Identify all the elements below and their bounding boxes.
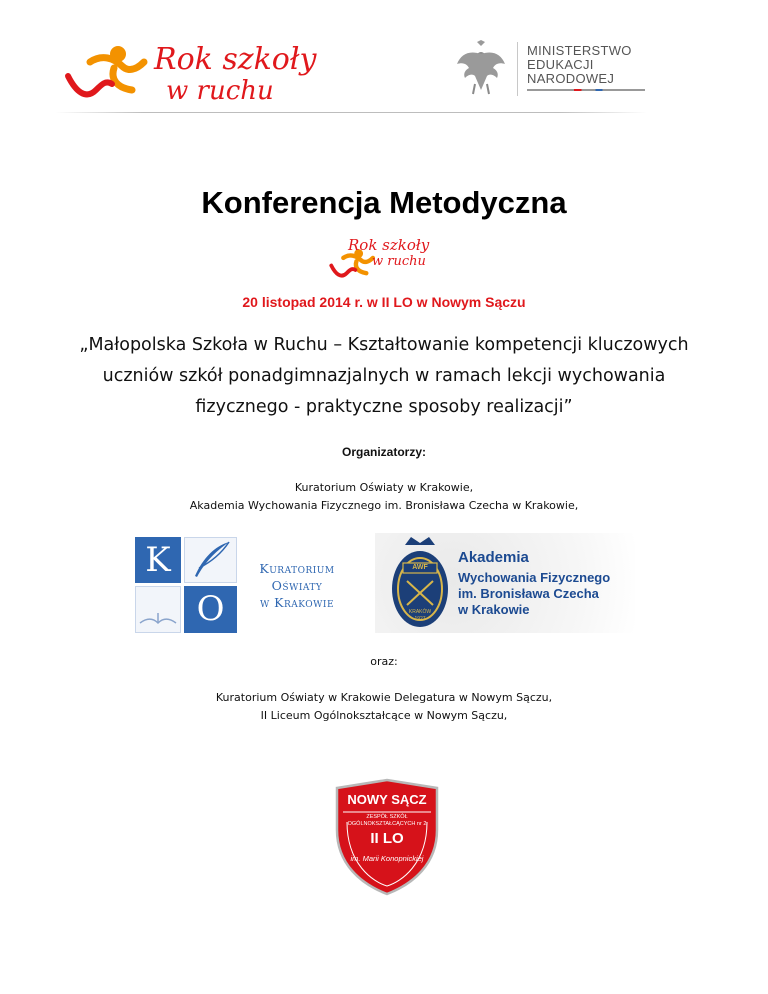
awf-badge-year: 1927: [414, 616, 426, 622]
ministry-underline: [527, 89, 645, 91]
awf-line4: w Krakowie: [458, 602, 530, 617]
ministry-logo: [455, 40, 655, 100]
organizer-1: Kuratorium Oświaty w Krakowie,: [294, 481, 474, 494]
book-icon: [136, 587, 180, 632]
event-date-location: 20 listopad 2014 r. w II LO w Nowym Sączu: [242, 294, 526, 310]
header: [0, 0, 768, 120]
page-title: Konferencja Metodyczna: [201, 185, 567, 220]
partners-list: [0, 689, 768, 725]
awf-line1: Akademia: [458, 549, 529, 566]
oraz-label: oraz:: [370, 655, 398, 668]
organizers-list: [0, 479, 768, 515]
rok-szkoly-line1: Rok szkoły: [154, 42, 317, 77]
ministry-line3: NARODOWEJ: [527, 71, 615, 86]
small-rok-szkoly-logo: [328, 236, 448, 288]
small-rok-szkoly-line1: Rok szkoły: [348, 236, 430, 254]
ko-tile-quill: [184, 537, 237, 583]
school-line2: OGÓLNOKSZTAŁCĄCYCH nr 2: [347, 821, 427, 827]
school-city: NOWY SĄCZ: [347, 792, 427, 807]
school-abbr: II LO: [370, 830, 404, 847]
school-patron: im. Marii Konopnickiej: [350, 854, 424, 863]
ko-line2: Oświaty: [271, 578, 323, 593]
school-badge: [333, 778, 441, 896]
header-divider: [55, 112, 647, 113]
ko-tile-k: K: [135, 537, 181, 583]
awf-badge-top: AWF: [412, 564, 428, 571]
topic-line1: „Małopolska Szkoła w Ruchu – Kształtowanie kompetencji kluczowych: [79, 335, 689, 355]
school-line1: ZESPÓŁ SZKÓŁ: [366, 814, 408, 820]
ko-line1: Kuratorium: [259, 561, 335, 576]
organizer-2: Akademia Wychowania Fizycznego im. Bronisława Czecha w Krakowie,: [189, 499, 579, 512]
ko-tile-book: [135, 586, 181, 633]
ministry-line2: EDUKACJI: [527, 57, 594, 72]
ko-tile-o: O: [184, 586, 237, 633]
running-figure-icon: [62, 40, 157, 110]
awf-line3: im. Bronisława Czecha: [458, 586, 599, 601]
ministry-divider: [517, 42, 518, 96]
ko-line3: w Krakowie: [259, 595, 335, 610]
conference-topic: [40, 330, 728, 423]
small-rok-szkoly-line2: w ruchu: [372, 254, 426, 269]
rok-szkoly-logo: [62, 40, 322, 112]
quill-icon: [185, 538, 236, 582]
awf-logo: [375, 533, 635, 633]
ministry-line1: MINISTERSTWO: [527, 43, 632, 58]
kuratorium-logo: [135, 537, 350, 633]
partner-2: II Liceum Ogólnokształcące w Nowym Sączu,: [260, 709, 508, 722]
rok-szkoly-line2: w ruchu: [166, 76, 274, 106]
partner-1: Kuratorium Oświaty w Krakowie Delegatura w Nowym Sączu,: [215, 691, 553, 704]
topic-line3: fizycznego - praktyczne sposoby realizacji”: [195, 397, 573, 417]
ko-text-block: [247, 560, 347, 611]
organizers-heading: Organizatorzy:: [341, 445, 426, 459]
polish-eagle-emblem-icon: [455, 40, 507, 96]
awf-line2: Wychowania Fizycznego: [458, 570, 611, 585]
awf-badge-city: KRAKÓW: [408, 609, 432, 615]
topic-line2: uczniów szkół ponadgimnazjalnych w ramach lekcji wychowania: [102, 366, 666, 386]
